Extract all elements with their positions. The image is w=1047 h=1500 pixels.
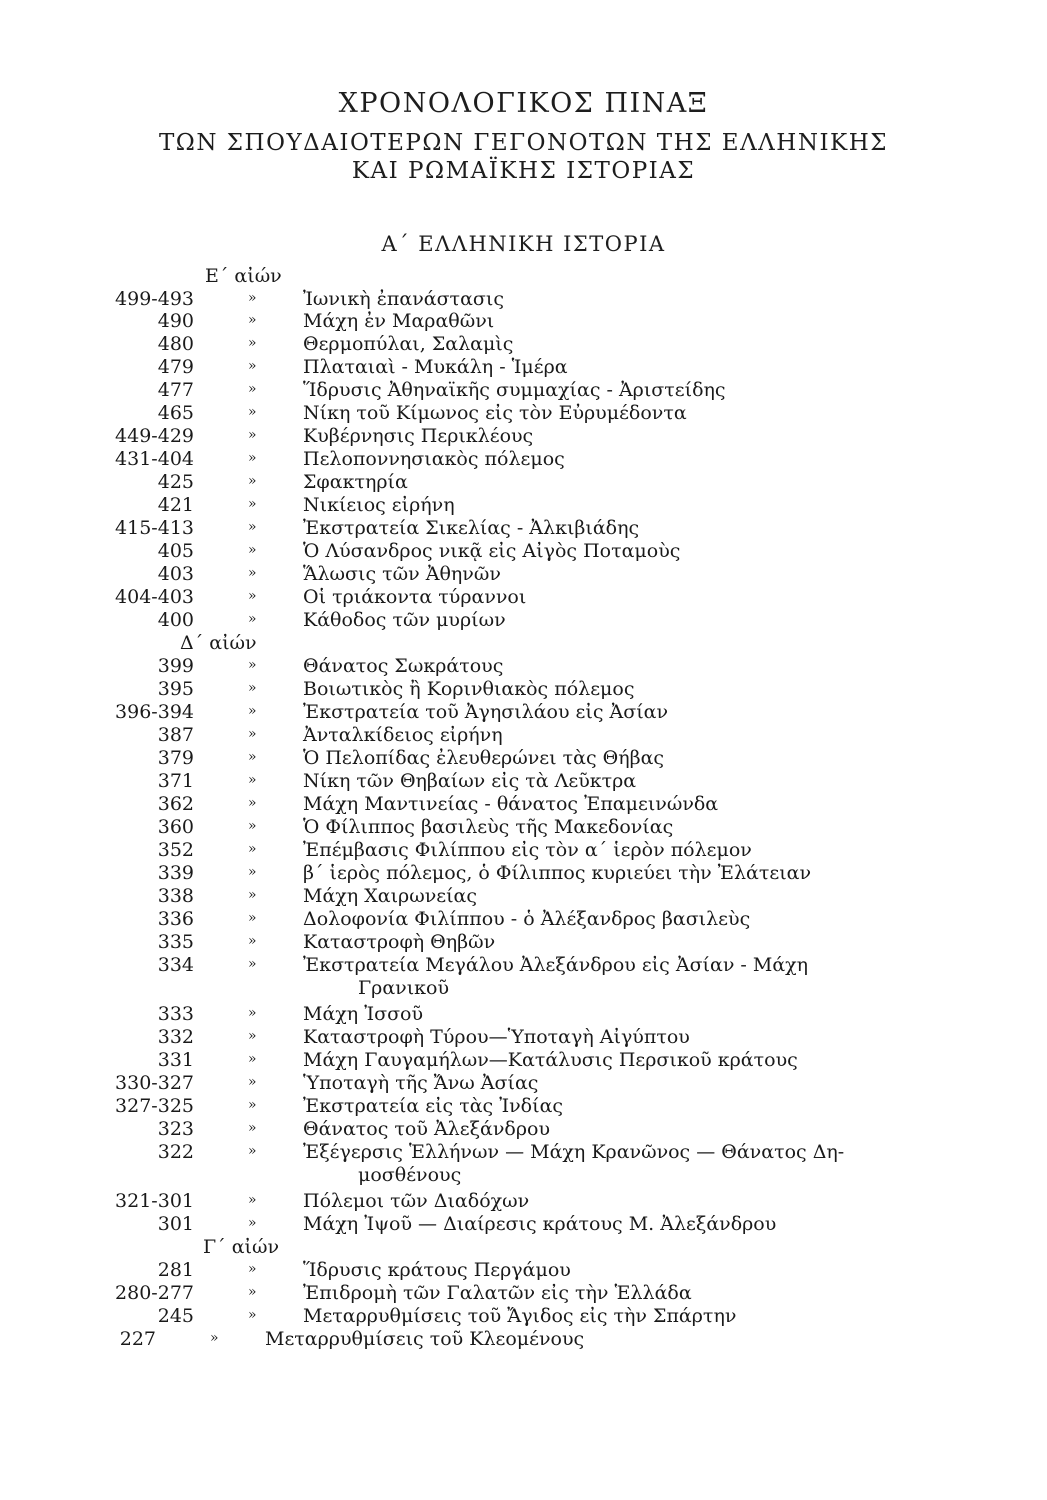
event-cell: Βοιωτικὸς ἢ Κορινθιακὸς πόλεμος bbox=[303, 678, 635, 700]
event-cell: Νικίειος εἰρήνη bbox=[303, 494, 455, 516]
table-row bbox=[0, 839, 1047, 863]
table-row bbox=[0, 586, 1047, 610]
event-cell: Πελοποννησιακὸς πόλεμος bbox=[303, 448, 565, 470]
table-row bbox=[0, 517, 1047, 541]
ditto-mark: » bbox=[248, 864, 257, 880]
event-cell: Νίκη τῶν Θηβαίων εἰς τὰ Λεῦκτρα bbox=[303, 770, 637, 792]
ditto-mark: » bbox=[248, 450, 257, 466]
year-cell: 405 bbox=[157, 540, 194, 562]
event-cell: Ἐκστρατεία Σικελίας - Ἀλκιβιάδης bbox=[303, 517, 640, 539]
year-cell: 338 bbox=[157, 885, 194, 907]
table-row bbox=[0, 885, 1047, 909]
event-cell: Μεταρρυθμίσεις τοῦ Ἄγιδος εἰς τὴν Σπάρτην bbox=[303, 1305, 737, 1327]
table-row bbox=[0, 356, 1047, 380]
ditto-mark: » bbox=[248, 358, 257, 374]
table-row bbox=[0, 540, 1047, 564]
event-cell: Μάχη Χαιρωνείας bbox=[303, 885, 478, 907]
table-row bbox=[0, 770, 1047, 794]
year-cell: 227 bbox=[119, 1328, 156, 1350]
year-cell: 465 bbox=[157, 402, 194, 424]
event-cell: Οἱ τριάκοντα τύραννοι bbox=[303, 586, 527, 608]
ditto-mark: » bbox=[248, 1005, 257, 1021]
year-cell: 280-277 bbox=[115, 1282, 194, 1304]
year-cell: 396-394 bbox=[115, 701, 194, 723]
table-row bbox=[0, 1305, 1047, 1329]
ditto-mark: » bbox=[248, 542, 257, 558]
event-cell: Ἐπέμβασις Φιλίππου εἰς τὸν α΄ ἱερὸν πόλεμον bbox=[303, 839, 752, 861]
ditto-mark: » bbox=[248, 841, 257, 857]
event-cell: β΄ ἱερὸς πόλεμος, ὁ Φίλιππος κυριεύει τὴν Ἐλάτειαν bbox=[303, 862, 812, 884]
year-cell: 339 bbox=[157, 862, 194, 884]
ditto-mark: » bbox=[248, 565, 257, 581]
year-cell: 499-493 bbox=[115, 288, 194, 310]
ditto-mark: » bbox=[248, 611, 257, 627]
year-cell: 449-429 bbox=[115, 425, 194, 447]
event-cell: Καταστροφὴ Θηβῶν bbox=[303, 931, 496, 953]
event-cell: Ὁ Πελοπίδας ἐλευθερώνει τὰς Θήβας bbox=[303, 747, 665, 769]
year-cell: 362 bbox=[157, 793, 194, 815]
year-cell: 332 bbox=[157, 1026, 194, 1048]
event-cell: Ἀνταλκίδειος εἰρήνη bbox=[303, 724, 503, 746]
table-row bbox=[0, 448, 1047, 472]
year-cell: 477 bbox=[157, 379, 194, 401]
year-cell: 330-327 bbox=[115, 1072, 194, 1094]
year-cell: 403 bbox=[157, 563, 194, 585]
ditto-mark: » bbox=[248, 335, 257, 351]
century-heading: Γ΄ αἰών bbox=[203, 1236, 280, 1258]
year-cell: 415-413 bbox=[115, 517, 194, 539]
table-row bbox=[0, 954, 1047, 978]
table-row bbox=[0, 747, 1047, 771]
ditto-mark: » bbox=[248, 1051, 257, 1067]
event-cell: Ἐξέγερσις Ἑλλήνων — Μάχη Κρανῶνος — Θάνατος Δη- bbox=[303, 1141, 845, 1163]
year-cell: 431-404 bbox=[115, 448, 194, 470]
table-row bbox=[0, 862, 1047, 886]
ditto-mark: » bbox=[248, 1284, 257, 1300]
table-row bbox=[0, 402, 1047, 426]
ditto-mark: » bbox=[248, 1074, 257, 1090]
event-cell: Ἐκστρατεία τοῦ Ἀγησιλάου εἰς Ἀσίαν bbox=[303, 701, 669, 723]
table-row bbox=[0, 1328, 1047, 1352]
ditto-mark: » bbox=[248, 933, 257, 949]
event-cell: Ὁ Λύσανδρος νικᾷ εἰς Αἰγὸς Ποταμοὺς bbox=[303, 540, 681, 562]
year-cell: 334 bbox=[157, 954, 194, 976]
year-cell: 379 bbox=[157, 747, 194, 769]
year-cell: 371 bbox=[157, 770, 194, 792]
event-cell: Πλαταιαὶ - Μυκάλη - Ἱμέρα bbox=[303, 356, 568, 378]
table-row bbox=[0, 1213, 1047, 1237]
table-row bbox=[0, 908, 1047, 932]
year-cell: 399 bbox=[157, 655, 194, 677]
table-row bbox=[0, 816, 1047, 840]
year-cell: 425 bbox=[157, 471, 194, 493]
table-row bbox=[0, 1259, 1047, 1283]
ditto-mark: » bbox=[248, 519, 257, 535]
table-row bbox=[0, 793, 1047, 817]
event-cell: Ἵδρυσις κράτους Περγάμου bbox=[303, 1259, 571, 1281]
event-cell: Μάχη Γαυγαμήλων—Κατάλυσις Περσικοῦ κράτους bbox=[303, 1049, 798, 1071]
event-cell: Ἐκστρατεία εἰς τὰς Ἰνδίας bbox=[303, 1095, 564, 1117]
table-row bbox=[0, 1049, 1047, 1073]
century-heading: Ε΄ αἰών bbox=[205, 265, 282, 287]
ditto-mark: » bbox=[248, 404, 257, 420]
table-row bbox=[0, 724, 1047, 748]
event-cell-continuation: Γρανικοῦ bbox=[358, 977, 450, 999]
year-cell: 479 bbox=[157, 356, 194, 378]
table-row bbox=[0, 1118, 1047, 1142]
table-row-continuation bbox=[0, 977, 1047, 1001]
event-cell: Δολοφονία Φιλίππου - ὁ Ἀλέξανδρος βασιλεὺς bbox=[303, 908, 751, 930]
year-cell: 395 bbox=[157, 678, 194, 700]
year-cell: 322 bbox=[157, 1141, 194, 1163]
event-cell: Πόλεμοι τῶν Διαδόχων bbox=[303, 1190, 530, 1212]
event-cell: Ἰωνικὴ ἐπανάστασις bbox=[303, 288, 504, 310]
year-cell: 352 bbox=[157, 839, 194, 861]
table-row bbox=[0, 678, 1047, 702]
subtitle-line-2: ΚΑΙ ΡΩΜΑΪΚΗΣ ΙΣΤΟΡΙΑΣ bbox=[351, 158, 696, 184]
year-cell: 323 bbox=[157, 1118, 194, 1140]
year-cell: 321-301 bbox=[115, 1190, 194, 1212]
page-title: ΧΡΟΝΟΛΟΓΙΚΟΣ ΠΙΝΑΞ bbox=[338, 88, 709, 119]
table-row bbox=[0, 425, 1047, 449]
year-cell: 331 bbox=[157, 1049, 194, 1071]
ditto-mark: » bbox=[248, 427, 257, 443]
table-row bbox=[0, 494, 1047, 518]
year-cell: 301 bbox=[157, 1213, 194, 1235]
ditto-mark: » bbox=[248, 726, 257, 742]
ditto-mark: » bbox=[248, 1307, 257, 1323]
ditto-mark: » bbox=[248, 910, 257, 926]
ditto-mark: » bbox=[248, 496, 257, 512]
year-cell: 400 bbox=[157, 609, 194, 631]
year-cell: 404-403 bbox=[115, 586, 194, 608]
event-cell-continuation: μοσθένους bbox=[358, 1164, 462, 1186]
year-cell: 336 bbox=[157, 908, 194, 930]
ditto-mark: » bbox=[248, 1097, 257, 1113]
ditto-mark: » bbox=[248, 1215, 257, 1231]
ditto-mark: » bbox=[248, 772, 257, 788]
year-cell: 245 bbox=[157, 1305, 194, 1327]
year-cell: 480 bbox=[157, 333, 194, 355]
event-cell: Ἐκστρατεία Μεγάλου Ἀλεξάνδρου εἰς Ἀσίαν - Μάχη bbox=[303, 954, 809, 976]
table-row bbox=[0, 701, 1047, 725]
event-cell: Μάχη ἐν Μαραθῶνι bbox=[303, 310, 495, 332]
table-row bbox=[0, 609, 1047, 633]
year-cell: 490 bbox=[157, 310, 194, 332]
ditto-mark: » bbox=[248, 680, 257, 696]
event-cell: Ἵδρυσις Ἀθηναϊκῆς συμμαχίας - Ἀριστείδης bbox=[303, 379, 726, 401]
year-cell: 360 bbox=[157, 816, 194, 838]
ditto-mark: » bbox=[248, 312, 257, 328]
event-cell: Μάχη Μαντινείας - θάνατος Ἐπαμεινώνδα bbox=[303, 793, 719, 815]
year-cell: 387 bbox=[157, 724, 194, 746]
ditto-mark: » bbox=[248, 1143, 257, 1159]
subtitle-line-1: ΤΩΝ ΣΠΟΥΔΑΙΟΤΕΡΩΝ ΓΕΓΟΝΟΤΩΝ ΤΗΣ ΕΛΛΗΝΙΚΗΣ bbox=[158, 130, 889, 156]
century-heading: Δ΄ αἰών bbox=[180, 632, 257, 654]
ditto-mark: » bbox=[248, 290, 257, 306]
table-row bbox=[0, 1190, 1047, 1214]
ditto-mark: » bbox=[248, 473, 257, 489]
table-row bbox=[0, 1282, 1047, 1306]
table-row-continuation bbox=[0, 1164, 1047, 1188]
ditto-mark: » bbox=[210, 1330, 219, 1346]
ditto-mark: » bbox=[248, 703, 257, 719]
event-cell: Μάχη Ἰσσοῦ bbox=[303, 1003, 424, 1025]
event-cell: Κάθοδος τῶν μυρίων bbox=[303, 609, 506, 631]
ditto-mark: » bbox=[248, 749, 257, 765]
ditto-mark: » bbox=[248, 818, 257, 834]
table-row bbox=[0, 471, 1047, 495]
ditto-mark: » bbox=[248, 657, 257, 673]
ditto-mark: » bbox=[248, 1261, 257, 1277]
event-cell: Μάχη Ἰψοῦ — Διαίρεσις κράτους Μ. Ἀλεξάνδρου bbox=[303, 1213, 777, 1235]
table-row bbox=[0, 1003, 1047, 1027]
event-cell: Καταστροφὴ Τύρου—Ὑποταγὴ Αἰγύπτου bbox=[303, 1026, 690, 1048]
event-cell: Θερμοπύλαι, Σαλαμὶς bbox=[303, 333, 514, 355]
year-cell: 327-325 bbox=[115, 1095, 194, 1117]
table-row bbox=[0, 1026, 1047, 1050]
table-row bbox=[0, 288, 1047, 312]
event-cell: Ὑποταγὴ τῆς Ἄνω Ἀσίας bbox=[303, 1072, 539, 1094]
event-cell: Ὁ Φίλιππος βασιλεὺς τῆς Μακεδονίας bbox=[303, 816, 674, 838]
table-row bbox=[0, 1072, 1047, 1096]
section-title: Α΄ ΕΛΛΗΝΙΚΗ ΙΣΤΟΡΙΑ bbox=[381, 232, 666, 256]
ditto-mark: » bbox=[248, 588, 257, 604]
ditto-mark: » bbox=[248, 1192, 257, 1208]
ditto-mark: » bbox=[248, 381, 257, 397]
event-cell: Θάνατος τοῦ Ἀλεξάνδρου bbox=[303, 1118, 551, 1140]
table-row bbox=[0, 379, 1047, 403]
year-cell: 333 bbox=[157, 1003, 194, 1025]
table-row bbox=[0, 310, 1047, 334]
table-row bbox=[0, 1095, 1047, 1119]
event-cell: Κυβέρνησις Περικλέους bbox=[303, 425, 534, 447]
table-row bbox=[0, 655, 1047, 679]
table-row bbox=[0, 333, 1047, 357]
ditto-mark: » bbox=[248, 1120, 257, 1136]
ditto-mark: » bbox=[248, 795, 257, 811]
event-cell: Ἅλωσις τῶν Ἀθηνῶν bbox=[303, 563, 501, 585]
table-row bbox=[0, 1141, 1047, 1165]
ditto-mark: » bbox=[248, 956, 257, 972]
event-cell: Σφακτηρία bbox=[303, 471, 408, 493]
event-cell: Ἐπιδρομὴ τῶν Γαλατῶν εἰς τὴν Ἑλλάδα bbox=[303, 1282, 692, 1304]
event-cell: Νίκη τοῦ Κίμωνος εἰς τὸν Εὐρυμέδοντα bbox=[303, 402, 687, 424]
table-row bbox=[0, 563, 1047, 587]
year-cell: 281 bbox=[157, 1259, 194, 1281]
ditto-mark: » bbox=[248, 1028, 257, 1044]
year-cell: 335 bbox=[157, 931, 194, 953]
event-cell: Μεταρρυθμίσεις τοῦ Κλεομένους bbox=[265, 1328, 585, 1350]
table-row bbox=[0, 931, 1047, 955]
event-cell: Θάνατος Σωκράτους bbox=[303, 655, 504, 677]
year-cell: 421 bbox=[157, 494, 194, 516]
ditto-mark: » bbox=[248, 887, 257, 903]
